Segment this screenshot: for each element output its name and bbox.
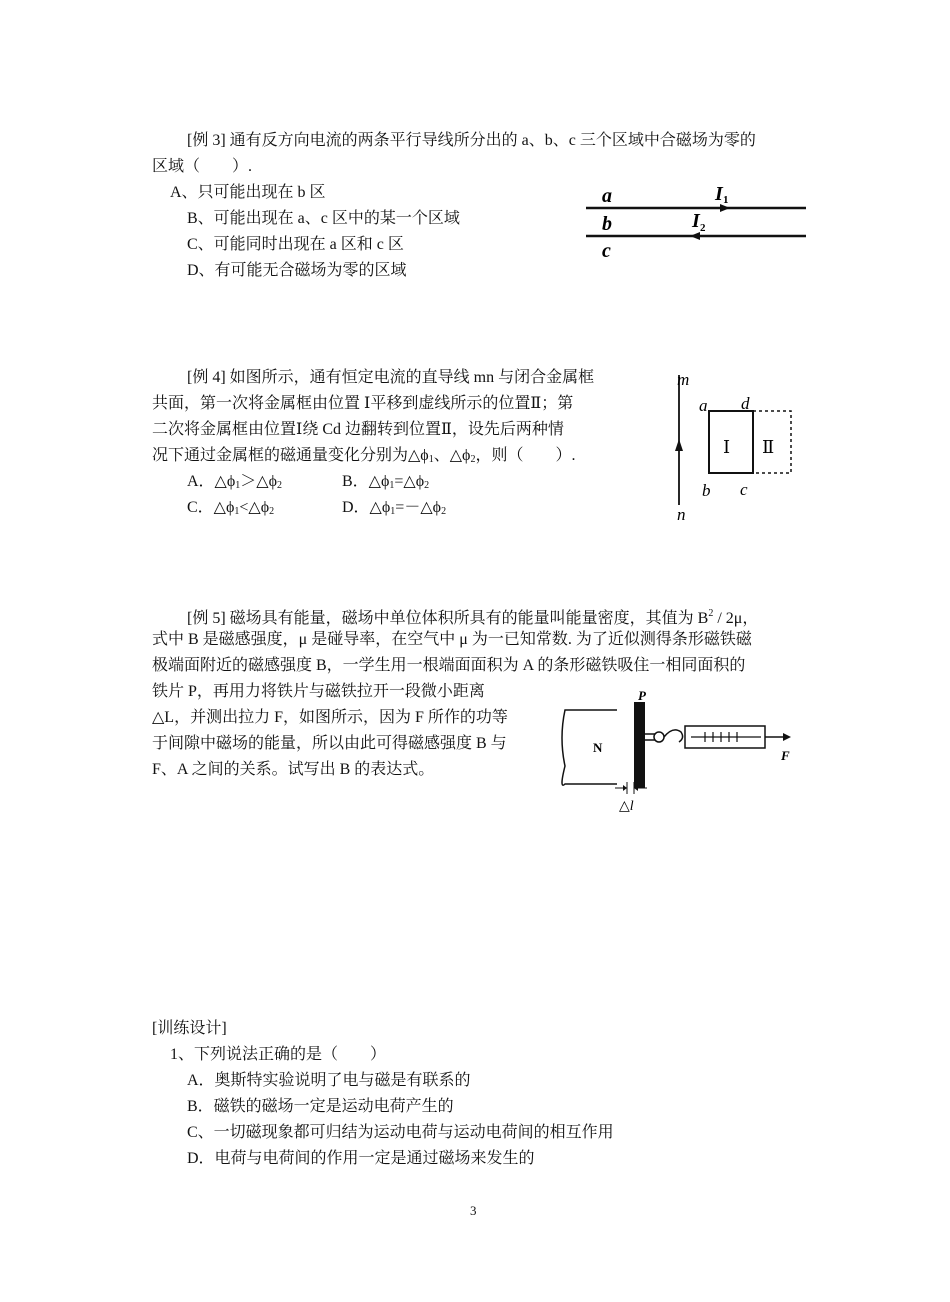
label-f: F [781, 748, 790, 763]
label-position-1: Ⅰ [723, 437, 731, 457]
label-p: P [638, 688, 646, 703]
ex4-frame-figure [665, 365, 800, 525]
training-question-1: 1、下列说法正确的是（ ） [170, 1046, 387, 1063]
label-a: a [699, 396, 708, 415]
ex4-option-b: B．$\triangle\phi_1=\triangle\phi_2$ [342, 473, 430, 491]
ex4-line-4: 况下通过金属框的磁通量变化分别为$\triangle\phi_1$、$\triangle\phi_2$，则（ ）. [152, 447, 576, 465]
ex5-line-5: △L，并测出拉力 F，如图所示，因为 F 所作的功等 [152, 709, 508, 726]
ex3-line-1: [例 3] 通有反方向电流的两条平行导线所分出的 a、b、c 三个区域中合磁场为零的 [187, 132, 756, 149]
label-n: n [677, 505, 686, 524]
ex5-line-7: F、A 之间的关系。试写出 B 的表达式。 [152, 761, 435, 778]
ex4-option-c: C．$\triangle\phi_1<\triangle\phi_2$ [187, 499, 275, 517]
label-b: b [702, 481, 711, 500]
label-i1-sub: 1 [723, 194, 729, 206]
label-i2: I [692, 210, 700, 232]
label-c: c [602, 240, 611, 262]
training-option-b: B．磁铁的磁场一定是运动电荷产生的 [187, 1098, 454, 1115]
label-i1: I [715, 183, 723, 205]
training-heading: [训练设计] [152, 1020, 227, 1037]
ex5-magnet-figure [555, 690, 800, 840]
ex4-option-d: D．$\triangle\phi_1=-\triangle\phi_2$ [342, 499, 447, 517]
ex4-line-3: 二次将金属框由位置Ⅰ绕 Cd 边翻转到位置Ⅱ，设先后两种情 [152, 421, 564, 438]
label-m: m [677, 370, 690, 389]
label-d: d [741, 394, 750, 413]
ex3-line-2: 区域（ ）. [152, 158, 253, 175]
ex3-wires-figure [580, 180, 810, 270]
ex5-line-2: 式中 B 是磁感强度，μ 是碰导率，在空气中 μ 为一已知常数. 为了近似测得条形磁铁磁 [152, 631, 752, 648]
ex3-option-a: A、只可能出现在 b 区 [170, 184, 326, 201]
ex5-line-6: 于间隙中磁场的能量，所以由此可得磁感强度 B 与 [152, 735, 507, 752]
label-b: b [602, 213, 612, 235]
label-delta-l: △l [619, 799, 634, 814]
ex5-line-4: 铁片 P，再用力将铁片与磁铁拉开一段微小距离 [152, 683, 485, 700]
ex5-line-3: 极端面附近的磁感强度 B，一学生用一根端面面积为 A 的条形磁铁吸住一相同面积的 [152, 657, 746, 674]
training-option-d: D．电荷与电荷间的作用一定是通过磁场来发生的 [187, 1150, 535, 1167]
training-option-a: A．奥斯特实验说明了电与磁是有联系的 [187, 1072, 471, 1089]
training-option-c: C、一切磁现象都可归结为运动电荷与运动电荷间的相互作用 [187, 1124, 614, 1141]
ex3-option-c: C、可能同时出现在 a 区和 c 区 [187, 236, 404, 253]
label-n: N [593, 740, 603, 755]
label-position-2: Ⅱ [762, 437, 775, 457]
ex3-option-d: D、有可能无合磁场为零的区域 [187, 262, 407, 279]
ex4-option-a: A．$\triangle\phi_1>\triangle\phi_2$ [187, 473, 283, 491]
ex4-line-1: [例 4] 如图所示，通有恒定电流的直导线 mn 与闭合金属框 [187, 369, 595, 386]
label-i2-sub: 2 [700, 222, 706, 234]
ex4-line-2: 共面，第一次将金属框由位置 Ⅰ平移到虚线所示的位置Ⅱ；第 [152, 395, 574, 412]
label-a: a [602, 185, 612, 207]
ex3-option-b: B、可能出现在 a、c 区中的某一个区域 [187, 210, 460, 227]
label-c: c [740, 480, 748, 499]
page-number: 3 [470, 1203, 477, 1218]
ex5-line-1: [例 5] 磁场具有能量，磁场中单位体积所具有的能量叫能量密度，其值为 $B^2 / 2\mu$， [187, 608, 759, 627]
